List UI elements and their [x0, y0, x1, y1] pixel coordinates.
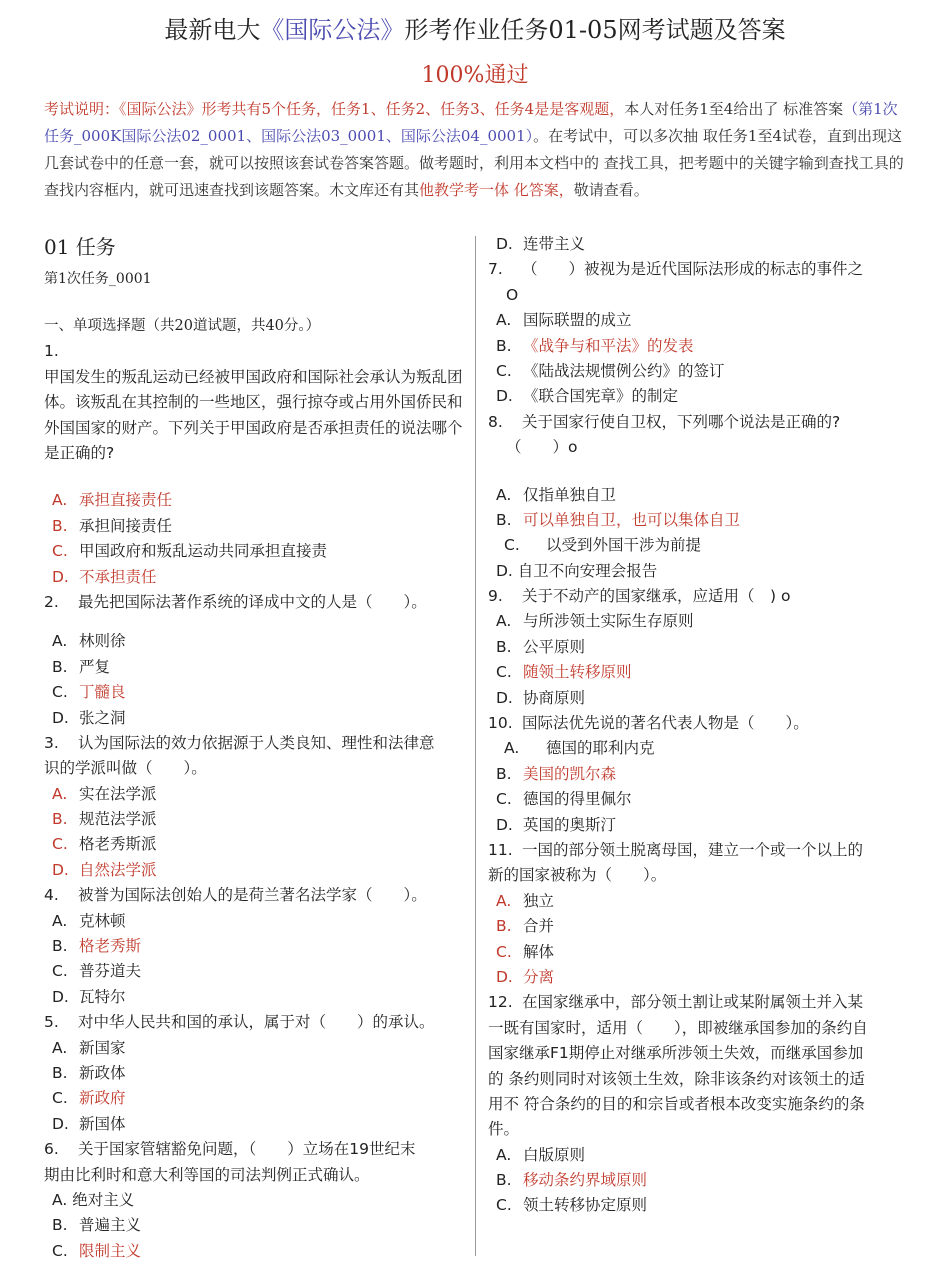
option-correct: B. 移动条约界域原则 [496, 1171, 648, 1190]
option: B. 严复 [52, 657, 111, 676]
option-correct: C. 新政府 [52, 1089, 126, 1108]
option: A. 与所涉领土实际生存原则 [496, 612, 694, 631]
option: B. 承担间接责任 [52, 516, 173, 535]
question-text: 甲国发生的叛乱运动已经被甲国政府和国际社会承认为叛乱团体。该叛乱在其控制的一些地区，强行掠夺或占用外国侨民和外国国家的财产。下列关于甲国政府是否承担责任的说法哪个是正确的? [44, 367, 463, 462]
option: B. 规范法学派 [52, 810, 157, 829]
option: A. 绝对主义 [52, 1190, 135, 1209]
question: 5. 对中华人民共和国的承认，属于对（ ）的承认。 [44, 1013, 435, 1032]
option-correct: B. 格老秀斯 [52, 937, 142, 956]
option: A. 独立 [496, 891, 555, 910]
question: 6. 关于国家管辖豁免问题，（ ）立场在19世纪末 [44, 1140, 416, 1159]
option: C. 格老秀斯派 [52, 835, 157, 854]
section-title: 一、单项选择题（共20道试题，共40分。） [44, 318, 321, 334]
question: 8. 关于国家行使自卫权，下列哪个说法是正确的? [488, 412, 841, 431]
option-correct: D. 自然法学派 [52, 860, 157, 879]
document-subtitle: 100%通过 [421, 63, 529, 88]
option-correct: C. 随领土转移原则 [496, 663, 632, 682]
answer-set-list: （第1次任务_000K国际公法02_0001、国际公法03_0001、国际公法04_0001） [44, 100, 898, 145]
option-correct: B. 美国的凯尔森 [496, 764, 617, 783]
option-correct: D. 不承担责任 [52, 567, 157, 586]
option-correct: D. 分离 [496, 967, 555, 986]
option: C. 解体 [496, 942, 555, 961]
option: D. 协商原则 [496, 688, 586, 707]
task-subheading: 第1次任务_0001 [44, 271, 152, 287]
option: D. 张之洞 [52, 708, 126, 727]
option-correct: B. 可以单独自卫，也可以集体自卫 [496, 510, 741, 529]
option: C. 德国的得里佩尔 [496, 790, 632, 809]
option-correct: B. 《战争与和平法》的发表 [496, 336, 694, 355]
question: 9. 关于不动产的国家继承，应适用（ ) o [488, 587, 791, 606]
course-name: 《国际公法》 [260, 16, 405, 44]
option: D. 连带主义 [496, 235, 586, 253]
option: A. 实在法学派 [52, 784, 157, 803]
option: A. 林则徐 [52, 632, 126, 651]
option: D. 英国的奥斯汀 [496, 815, 617, 834]
option: D. 《联合国宪章》的制定 [496, 387, 679, 406]
instructions-label: 考试说明：《国际公法》形考共有5个任务，任务1、任务2、任务3、任务4 [44, 100, 535, 118]
question: 12. 在国家继承中，部分领土割让或某附属领土并入某 [488, 993, 864, 1012]
question: 3. 认为国际法的效力依据源于人类良知、理性和法律意 [44, 733, 435, 752]
exam-instructions: 考试说明：《国际公法》形考共有5个任务，任务1、任务2、任务3、任务4是是客观题，本人对任务1至4给出了 标准答案（第1次任务_000K国际公法02_0001、国际公法03_0001、国际公法04_0001）。在考试中，可以多次抽 取任务1至4试卷，直到出现这几套试卷中的任意一套，就可以按照该套试卷答案答题。做考题时，利用本文档中的 查找工具，把考题中的关键字输到查找工具的查找内容框内，就可迅速查找到该题答案。木文库还有其他教学考一体 化答案，敬请查看。 [44, 100, 904, 199]
task-heading: 01 任务 [44, 235, 116, 259]
option: A. 国际联盟的成立 [496, 311, 632, 330]
option: A. 承担直接责任 [52, 491, 173, 510]
option-correct: C. 限制主义 [52, 1241, 142, 1260]
option: D. 瓦特尔 [52, 987, 126, 1006]
question: 2. 最先把国际法著作系统的译成中文的人是（ ）。 [44, 592, 427, 611]
option: B. 普遍主义 [52, 1216, 142, 1235]
document-title: 最新电大《国际公法》形考作业任务01-05网考试题及答案 [164, 16, 786, 44]
option-correct: C. 丁髓良 [52, 683, 126, 702]
right-column: D. 连带主义 7. （ ）被视为是近代国际法形成的标志的事件之 O A. 国际联盟的成立 B. 《战争与和平法》的发表 C. 《陆战法规惯例公约》的签订 D. 《联合国宪章》的制定 8. 关于国家行使自卫权，下列哪个说法是正确的? （ ）o A. 仅指单独自卫 B. 可以单独自卫，也可以集体自卫 C. 以受到外国干涉为前提 D. 自卫不向安理会报告 9. 关于不动产的国家继承，应适用（ ) o A. 与所涉领土实际生存原则 B. 公平原则 C. 随领土转移原则 D. 协商原则 10. 国际法优先说的著名代表人物是（ ）。 A. 德国的耶利内克 B. 美国的凯尔森 C. 德国的得里佩尔 D. 英国的奥斯汀 11. 一国的部分领土脱离母国，建立一个或一个以上的 新的国家被称为（ ）。 A. 独立 B. 合并 C. 解体 D. 分离 12. 在国家继承中，部分领土割让或某附属领土并入某 一既有国家时，适用（ ），即被继承国参加的条约自 国家继承F1期停止对继承所涉领土失效，而继承国参加 的 条约则同时对该领土生效，除非该条约对该领土的适 用不 符合条约的目的和宗旨或者根本改变实施条约的条 件。 A. 白版原则 B. 移动条约界域原则 C. 领土转移协定原则 [488, 232, 908, 1219]
other-answers-link: 他教学考一体 化答案， [419, 181, 574, 199]
column-divider [475, 236, 476, 1256]
option: C. 以受到外国干涉为前提 [504, 536, 702, 555]
option: B. 合并 [496, 917, 555, 936]
option: A. 德国的耶利内克 [504, 739, 655, 758]
option: C. 普芬道夫 [52, 962, 142, 981]
option: C. 领土转移协定原则 [496, 1196, 648, 1215]
option: A. 克林顿 [52, 911, 126, 930]
left-column: 01 任务 第1次任务_0001 一、单项选择题（共20道试题，共40分。） 1. 甲国发生的叛乱运动已经被甲国政府和国际社会承认为叛乱团体。该叛乱在其控制的一些地区，强行掠夺或占用外国侨民和外国国家的财产。下列关于甲国政府是否承担责任的说法哪个是正确的? A. 承担直接责任 B. 承担间接责任 C. 甲国政府和叛乱运动共同承担直接责 D. 不承担责任 2. 最先把国际法著作系统的译成中文的人是（ ）。 A. 林则徐 B. 严复 C. 丁髓良 D. 张之洞 3. 认为国际法的效力依据源于人类良知、理性和法律意 识的学派叫做（ ）。 A. 实在法学派 B. 规范法学派 C. 格老秀斯派 D. 自然法学派 4. 被誉为国际法创始人的是荷兰著名法学家（ ）。 A. 克林顿 B. 格老秀斯 C. 普芬道夫 D. 瓦特尔 5. 对中华人民共和国的承认，属于对（ ）的承认。 A. 新国家 B. 新政体 C. 新政府 D. 新国体 6. 关于国家管辖豁免问题，（ ）立场在19世纪末 期由比利时和意大利等国的司法判例正式确认。 A. 绝对主义 B. 普遍主义 C. 限制主义 [44, 232, 466, 1264]
option: A. 白版原则 [496, 1145, 586, 1164]
question: 11. 一国的部分领土脱离母国，建立一个或一个以上的 [488, 840, 864, 859]
option: A. 仅指单独自卫 [496, 485, 617, 504]
option: C. 《陆战法规惯例公约》的签订 [496, 361, 725, 380]
option: B. 新政体 [52, 1064, 126, 1082]
option: B. 公平原则 [496, 637, 586, 656]
option: A. 新国家 [52, 1038, 126, 1057]
question: 4. 被誉为国际法创始人的是荷兰著名法学家（ ）。 [44, 886, 427, 905]
question: 10. 国际法优先说的著名代表人物是（ ）。 [488, 714, 809, 733]
option: D. 新国体 [52, 1114, 126, 1133]
question: 7. （ ）被视为是近代国际法形成的标志的事件之 [488, 260, 864, 279]
option: C. 甲国政府和叛乱运动共同承担直接责 [52, 542, 328, 561]
option: D. 自卫不向安理会报告 [496, 561, 658, 580]
question-number: 1. [44, 342, 59, 361]
